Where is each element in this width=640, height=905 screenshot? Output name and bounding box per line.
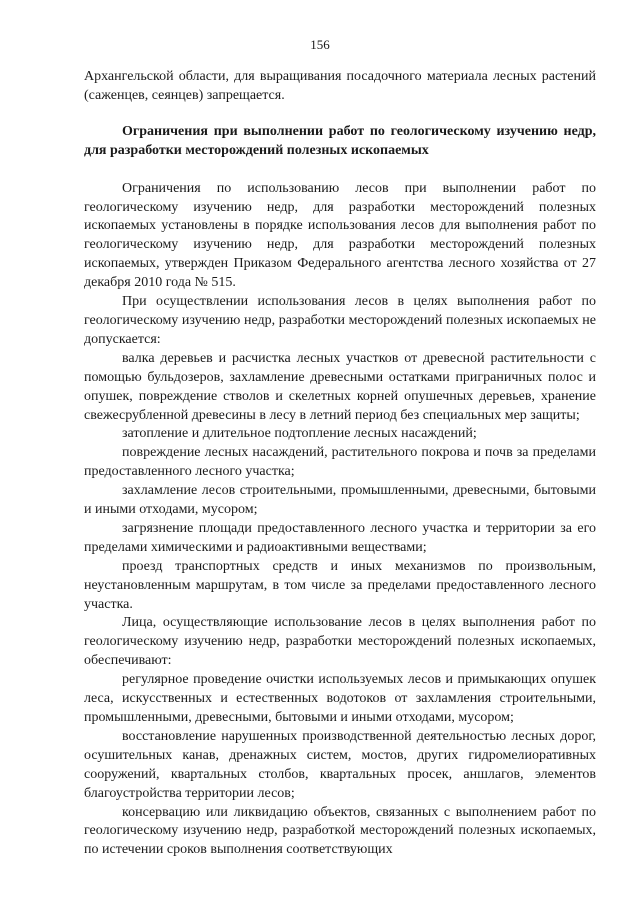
list-item-tree-felling: валка деревьев и расчистка лесных участков от древесной растительности с помощью бульдозеров, захламление древесными остатками приграничных полос и опушек, повреждение стволов и скелетных корней опушечных деревьев, хранение свежесрубленной древесины в лесу в летний период без специальных мер защиты;: [84, 350, 596, 423]
paragraph-not-allowed-intro: При осуществлении использования лесов в целях выполнения работ по геологическому изучению недр, разработки месторождений полезных ископаемых не допускается:: [84, 294, 596, 347]
list-item-damage-outside: повреждение лесных насаждений, растительного покрова и почв за пределами предоставленного лесного участка;: [84, 445, 596, 480]
paragraph-obligations-intro: Лица, осуществляющие использование лесов в целях выполнения работ по геологическому изучению недр, разработки месторождений полезных ископаемых, обеспечивают:: [84, 615, 596, 669]
list-item-flooding: затопление и длительное подтопление лесных насаждений;: [122, 426, 477, 442]
list-item-vehicle-passage: проезд транспортных средств и иных механизмов по произвольным, неустановленным маршрутам, в том числе за пределами предоставленного лесного участка.: [84, 558, 596, 612]
page-content: [84, 68, 596, 860]
list-item-littering: захламление лесов строительными, промышленными, древесными, бытовыми и иными отходами, мусором;: [84, 483, 596, 518]
page-number: 156: [310, 37, 330, 52]
list-item-restoration: восстановление нарушенных производственной деятельностью лесных дорог, осушительных канав, дренажных систем, мостов, других гидромелиоративных сооружений, квартальных столбов, квартальных просек, аншлагов, элементов благоустройства территории лесов;: [84, 728, 596, 801]
intro-paragraph: Архангельской области, для выращивания посадочного материала лесных растений (саженцев, сеянцев) запрещается.: [84, 69, 596, 103]
section-heading: Ограничения при выполнении работ по геологическому изучению недр, для разработки месторождений полезных ископаемых: [84, 123, 596, 158]
list-item-conservation: консервацию или ликвидацию объектов, связанных с выполнением работ по геологическому изучению недр, разработкой месторождений полезных ископаемых, по истечении сроков выполнения соответствующих: [84, 804, 596, 858]
heading-spacer: [84, 161, 596, 180]
list-item-regular-cleaning: регулярное проведение очистки используемых лесов и примыкающих опушек леса, искусственных и естественных водотоков от захламления строительными, промышленными, древесными, бытовыми и иными отходами, мусором;: [84, 672, 596, 725]
list-item-contamination: загрязнение площади предоставленного лесного участка и территории за его пределами химическими и радиоактивными веществами;: [84, 520, 596, 555]
paragraph-restrictions-established: Ограничения по использованию лесов при выполнении работ по геологическому изучению недр, для разработки месторождений полезных ископаемых установлены в порядке использования лесов для выполнения работ по геологическому изучению недр, для разработки месторождений полезных ископаемых, утвержден Приказом Федерального агентства лесного хозяйства от 27 декабря 2010 года № 515.: [84, 180, 596, 291]
